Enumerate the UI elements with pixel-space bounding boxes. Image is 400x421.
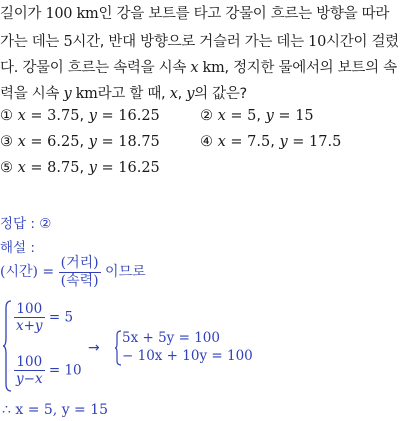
system-eq-2: − 10x + 10y = 100: [122, 348, 253, 364]
question-line-1: 길이가 100 km인 강을 보트를 타고 강물이 흐르는 방향을 따라: [0, 6, 390, 22]
option-3[interactable]: ③ x = 6.25, y = 18.75: [0, 134, 160, 150]
equation-2: $\frac{100}{y-x}$ = 10: [16, 354, 82, 388]
time-fraction: $\frac{\text{(거리)}}{\text{(속력)}}$: [60, 255, 99, 289]
answer-label: 정답 : ②: [0, 216, 52, 232]
time-formula: (시간) = $\frac{\text{(거리)}}{\text{(속력)}}$ 이므로: [0, 255, 146, 289]
option-2[interactable]: ② x = 5, y = 15: [200, 108, 314, 124]
system-eq-1: 5x + 5y = 100: [122, 330, 220, 346]
equation-1: $\frac{100}{x+y}$ = 5: [16, 301, 74, 335]
option-4[interactable]: ④ x = 7.5, y = 17.5: [200, 134, 342, 150]
right-brace: [114, 330, 122, 366]
question-line-3: 다. 강물이 흐르는 속력을 시속 x km, 정지한 물에서의 보트의 속: [0, 60, 397, 76]
option-1[interactable]: ① x = 3.75, y = 16.25: [0, 108, 160, 124]
question-line-4: 력을 시속 y km라고 할 때, x, y의 값은?: [0, 86, 247, 102]
arrow-symbol: →: [88, 340, 100, 356]
explanation-label: 해설 :: [0, 240, 35, 256]
question-line-2: 가는 데는 5시간, 반대 방향으로 거슬러 가는 데는 10시간이 걸렸: [0, 34, 399, 50]
option-5[interactable]: ⑤ x = 8.75, y = 16.25: [0, 160, 160, 176]
conclusion: ∴ x = 5, y = 15: [2, 402, 109, 418]
left-brace: [2, 300, 12, 392]
